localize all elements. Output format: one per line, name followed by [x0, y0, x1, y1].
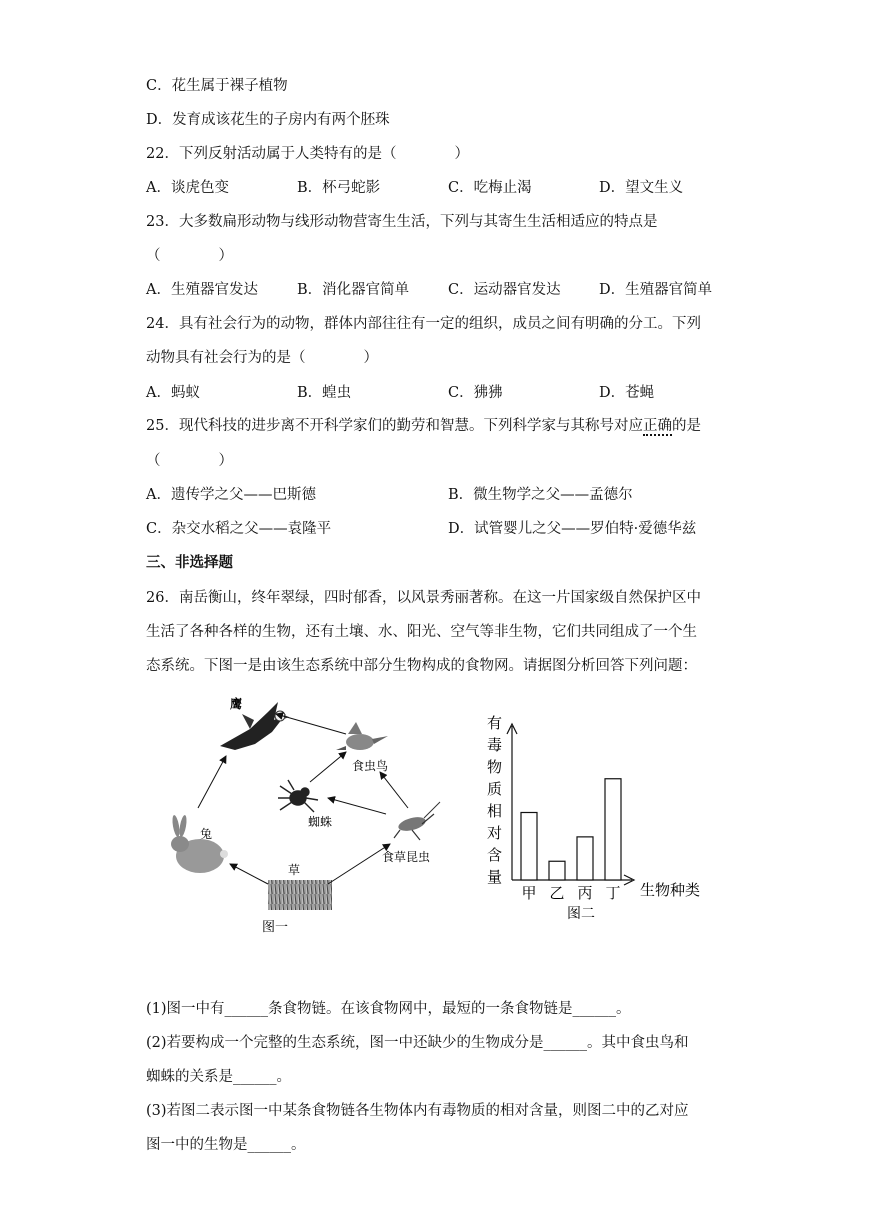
y-axis-label-char: 有 — [487, 714, 503, 732]
y-axis-label-char: 相 — [487, 802, 503, 820]
q22-option-c: C．吃梅止渴 — [448, 180, 532, 196]
y-axis-label-char: 毒 — [487, 736, 503, 754]
q24-stem-line2: 动物具有社会行为的是（ ） — [146, 350, 378, 366]
q25-stem-pre: 25．现代科技的进步离不开科学家们的勤劳和智慧。下列科学家与其称号对应 — [146, 418, 643, 434]
toxin-bar-chart — [480, 712, 720, 924]
spider-image — [278, 780, 318, 812]
y-axis-label-char: 对 — [487, 824, 503, 842]
x-tick-label-3: 丁 — [605, 884, 621, 902]
q26-subquestion-3-line1: (3)若图二表示图一中某条食物链各生物体内有毒物质的相对含量，则图二中的乙对应 — [146, 1103, 689, 1119]
herbivorous-insect-image — [394, 802, 440, 840]
q23-stem: 23．大多数扁形动物与线形动物营寄生生活，下列与其寄生生活相适应的特点是 — [146, 214, 658, 230]
q26-subquestion-2-line2: 蜘蛛的关系是______。 — [146, 1069, 291, 1085]
q22-option-d: D．望文生义 — [599, 180, 684, 196]
q23-option-a: A．生殖器官发达 — [146, 282, 258, 298]
q23-paren: （ ） — [146, 248, 233, 264]
grass-label: 草 — [288, 863, 301, 877]
bar-1 — [549, 861, 565, 880]
q21-option-d: D．发育成该花生的子房内有两个胚珠 — [146, 112, 390, 128]
x-tick-label-2: 丙 — [577, 884, 593, 902]
y-axis-label-char: 量 — [487, 868, 503, 886]
q25-stem-post: 的是 — [671, 418, 701, 434]
q26-subquestion-3-line2: 图一中的生物是______。 — [146, 1137, 306, 1153]
q24-option-c: C．狒狒 — [448, 385, 503, 401]
q24-option-d: D．苍蝇 — [599, 385, 655, 401]
rabbit-label: 兔 — [200, 827, 213, 841]
q24-option-b: B．蝗虫 — [297, 385, 352, 401]
q25-option-b: B．微生物学之父——孟德尔 — [448, 487, 633, 503]
x-tick-labels — [521, 884, 620, 902]
chart-title: 图二 — [567, 906, 595, 922]
insectivorous-bird-image — [336, 722, 388, 750]
x-axis-label: 生物种类 — [640, 881, 701, 899]
figure1-caption: 图一 — [262, 920, 289, 934]
q26-paragraph-line3: 态系统。下图一是由该生态系统中部分生物构成的食物网。请据图分析回答下列问题： — [146, 658, 697, 674]
y-axis-label-char: 物 — [487, 758, 503, 776]
y-axis-label — [487, 714, 502, 886]
insectivorous-bird-label: 食虫鸟 — [352, 759, 389, 773]
q23-option-d: D．生殖器官简单 — [599, 282, 713, 298]
q26-subquestion-2-line1: (2)若要构成一个完整的生态系统，图一中还缺少的生物成分是______。其中食虫鸟和 — [146, 1035, 689, 1051]
bars-group — [521, 779, 621, 880]
q25-stem — [146, 414, 701, 435]
y-axis-label-char: 含 — [487, 846, 503, 864]
q24-stem-line1: 24．具有社会行为的动物，群体内部往往有一定的组织，成员之间有明确的分工。下列 — [146, 316, 701, 332]
q23-option-b: B．消化器官简单 — [297, 282, 410, 298]
q25-option-a: A．遗传学之父——巴斯德 — [146, 487, 316, 503]
q25-stem-emphasis: 正确 — [642, 418, 672, 434]
q25-option-c: C．杂交水稻之父——袁隆平 — [146, 521, 332, 537]
q22-stem: 22．下列反射活动属于人类特有的是（ ） — [146, 146, 469, 162]
x-tick-label-0: 甲 — [521, 884, 537, 902]
bar-2 — [577, 837, 593, 880]
y-axis-label-char: 质 — [487, 780, 503, 798]
q26-subquestion-1: (1)图一中有______条食物链。在该食物网中，最短的一条食物链是______。 — [146, 1001, 631, 1017]
q23-option-c: C．运动器官发达 — [448, 282, 561, 298]
q22-option-a: A．谈虎色变 — [146, 180, 229, 196]
q21-option-c: C．花生属于裸子植物 — [146, 78, 288, 94]
q25-paren: （ ） — [146, 453, 233, 469]
rabbit-image — [171, 815, 228, 873]
food-web-figure — [150, 684, 480, 934]
q24-option-a: A．蚂蚁 — [146, 385, 200, 401]
section-heading: 三、非选择题 — [146, 555, 233, 571]
q26-paragraph-line2: 生活了各种各样的生物，还有土壤、水、阳光、空气等非生物，它们共同组成了一个生 — [146, 624, 697, 640]
bar-0 — [521, 813, 537, 881]
q26-paragraph-line1: 26．南岳衡山，终年翠绿，四时郁香，以风景秀丽著称。在这一片国家级自然保护区中 — [146, 590, 701, 606]
herbivorous-insect-label: 食草昆虫 — [382, 850, 431, 864]
q22-option-b: B．杯弓蛇影 — [297, 180, 381, 196]
spider-label: 蜘蛛 — [308, 815, 333, 829]
grass-image — [268, 880, 332, 910]
x-tick-label-1: 乙 — [549, 884, 565, 902]
q25-option-d: D．试管婴儿之父——罗伯特·爱德华兹 — [448, 521, 697, 537]
bar-3 — [605, 779, 621, 880]
eagle-label: 鹰 — [230, 697, 243, 711]
